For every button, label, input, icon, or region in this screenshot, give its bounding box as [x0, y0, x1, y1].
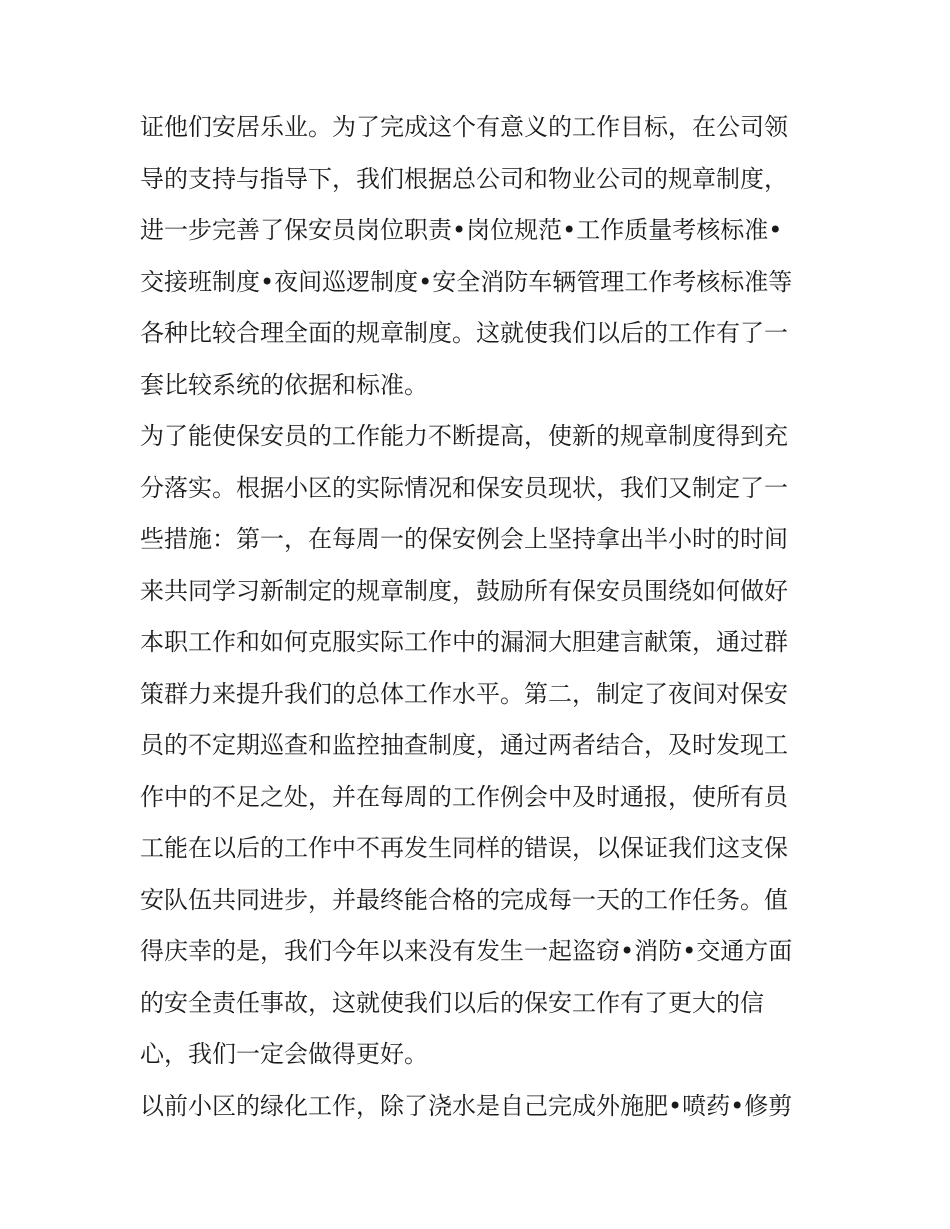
text-line: 来共同学习新制定的规章制度，鼓励所有保安员围绕如何做好	[140, 576, 788, 605]
text-line: 些措施：第一，在每周一的保安例会上坚持拿出半小时的时间	[140, 525, 788, 553]
text-line: 作中的不足之处，并在每周的工作例会中及时通报，使所有员	[140, 782, 788, 811]
text-line: 交接班制度•夜间巡逻制度•安全消防车辆管理工作考核标准等	[140, 267, 793, 296]
text-line: 套比较系统的依据和标准。	[140, 370, 428, 399]
text-line: 为了能使保安员的工作能力不断提高，使新的规章制度得到充	[140, 422, 788, 450]
text-line: 各种比较合理全面的规章制度。这就使我们以后的工作有了一	[140, 319, 788, 347]
text-line: 安队伍共同进步，并最终能合格的完成每一天的工作任务。值	[140, 885, 788, 914]
text-line: 证他们安居乐业。为了完成这个有意义的工作目标，在公司领	[140, 113, 788, 141]
document-body-text	[140, 102, 812, 1132]
text-line: 本职工作和如何克服实际工作中的漏洞大胆建言献策，通过群	[140, 628, 788, 656]
text-line: 进一步完善了保安员岗位职责•岗位规范•工作质量考核标准•	[140, 216, 783, 244]
text-line: 导的支持与指导下，我们根据总公司和物业公司的规章制度，	[140, 164, 788, 193]
text-line: 心，我们一定会做得更好。	[140, 1040, 428, 1068]
text-line: 分落实。根据小区的实际情况和保安员现状，我们又制定了一	[140, 473, 788, 502]
text-line: 以前小区的绿化工作，除了浇水是自己完成外施肥•喷药•修剪	[140, 1091, 793, 1120]
text-line: 得庆幸的是，我们今年以来没有发生一起盗窃•消防•交通方面	[140, 937, 793, 965]
text-line: 员的不定期巡查和监控抽查制度，通过两者结合，及时发现工	[140, 731, 788, 759]
text-line: 工能在以后的工作中不再发生同样的错误，以保证我们这支保	[140, 834, 788, 862]
text-line: 的安全责任事故，这就使我们以后的保安工作有了更大的信	[140, 988, 764, 1017]
text-line: 策群力来提升我们的总体工作水平。第二，制定了夜间对保安	[140, 679, 788, 708]
